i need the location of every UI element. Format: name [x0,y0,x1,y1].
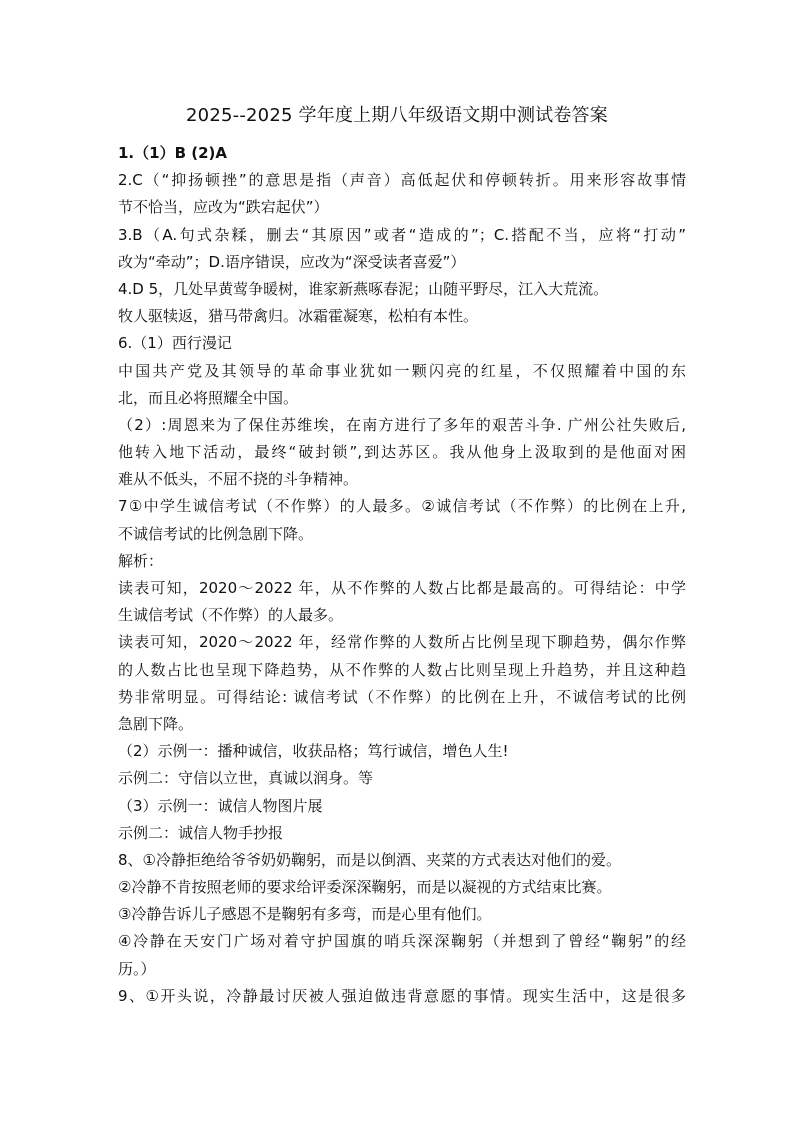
answer-line: 1.（1）B (2)A [118,144,227,162]
answer-line: ②冷静不肯按照老师的要求给评委深深鞠躬，而是以凝视的方式结束比赛。 [118,878,612,897]
answer-line: 7①中学生诚信考试（不作弊）的人最多。②诚信考试（不作弊）的比例在上升, [118,497,686,516]
answer-line: 不诚信考试的比例急剧下降。 [118,524,314,543]
answer-line: 示例二：诚信人物手抄报 [118,823,284,842]
answer-line: （3）示例一：诚信人物图片展 [118,796,323,815]
answer-line: 急剧下降。 [118,714,194,733]
answer-line: 4.D 5，几处早黄莺争暖树，谁家新燕啄春泥；山随平野尽，江入大荒流。 [118,279,609,298]
answer-line: 生诚信考试（不作弊）的人最多。 [118,606,344,625]
answer-line: ④冷静在天安门广场对着守护国旗的哨兵深深鞠躬（并想到了曾经“鞠躬”的经 [118,932,686,951]
answer-line: 8、①冷静拒绝给爷爷奶奶鞠躬，而是以倒酒、夹菜的方式表达对他们的爱。 [118,850,621,869]
answer-line: 解析： [118,551,164,570]
answer-line: 9、①开头说，冷静最讨厌被人强迫做违背意愿的事情。现实生活中，这是很多 [118,986,686,1005]
answer-line: 3.B（A.句式杂糅，删去“其原因”或者“造成的”；C.搭配不当，应将“打动” [118,225,686,244]
answer-line: 难从不低头，不屈不挠的斗争精神。 [118,470,359,489]
answer-line: 他转入地下活动，最终“破封锁”,到达苏区。我从他身上汲取到的是他面对困 [118,443,686,462]
answer-line: （2）示例一：播种诚信，收获品格；笃行诚信，增色人生! [118,742,509,761]
answer-line: 6.（1）西行漫记 [118,334,232,353]
document-title: 2025--2025 学年度上期八年级语文期中测试卷答案 [186,105,608,126]
answer-line: 读表可知，2020～2022 年，从不作弊的人数占比都是最高的。可得结论：中学 [118,579,686,597]
answer-line: 示例二：守信以立世，真诚以润身。等 [118,769,374,788]
answer-line: （2）:周恩来为了保住苏维埃，在南方进行了多年的艰苦斗争. 广州公社失败后, [118,415,686,434]
answer-line: ③冷静告诉儿子感恩不是鞠躬有多弯，而是心里有他们。 [118,905,492,924]
answer-line: 历。） [118,959,156,978]
answer-line: 势非常明显。可得结论: 诚信考试（不作弊）的比例在上升，不诚信考试的比例 [118,687,686,706]
answer-line: 北，而且必将照耀全中国。 [118,388,299,407]
answer-line: 中国共产党及其领导的革命事业犹如一颗闪亮的红星，不仅照耀着中国的东 [118,361,686,380]
answer-line: 改为“牵动”；D.语序错误，应改为“深受读者喜爱”） [118,252,466,271]
answer-body [118,140,686,1010]
answer-line: 的人数占比也呈现下降趋势，从不作弊的人数占比则呈现上升趋势，并且这种趋 [118,660,686,679]
answer-line: 节不恰当，应改为“跌宕起伏”） [118,198,329,217]
answer-line: 牧人驱犊返，猎马带禽归。冰霜霍凝寒，松柏有本性。 [118,307,479,326]
answer-line: 读表可知，2020～2022 年，经常作弊的人数所占比例呈现下聊趋势，偶尔作弊 [118,633,686,652]
answer-line: 2.C（“抑扬顿挫”的意思是指（声音）高低起伏和停顿转折。用来形容故事情 [118,171,686,190]
